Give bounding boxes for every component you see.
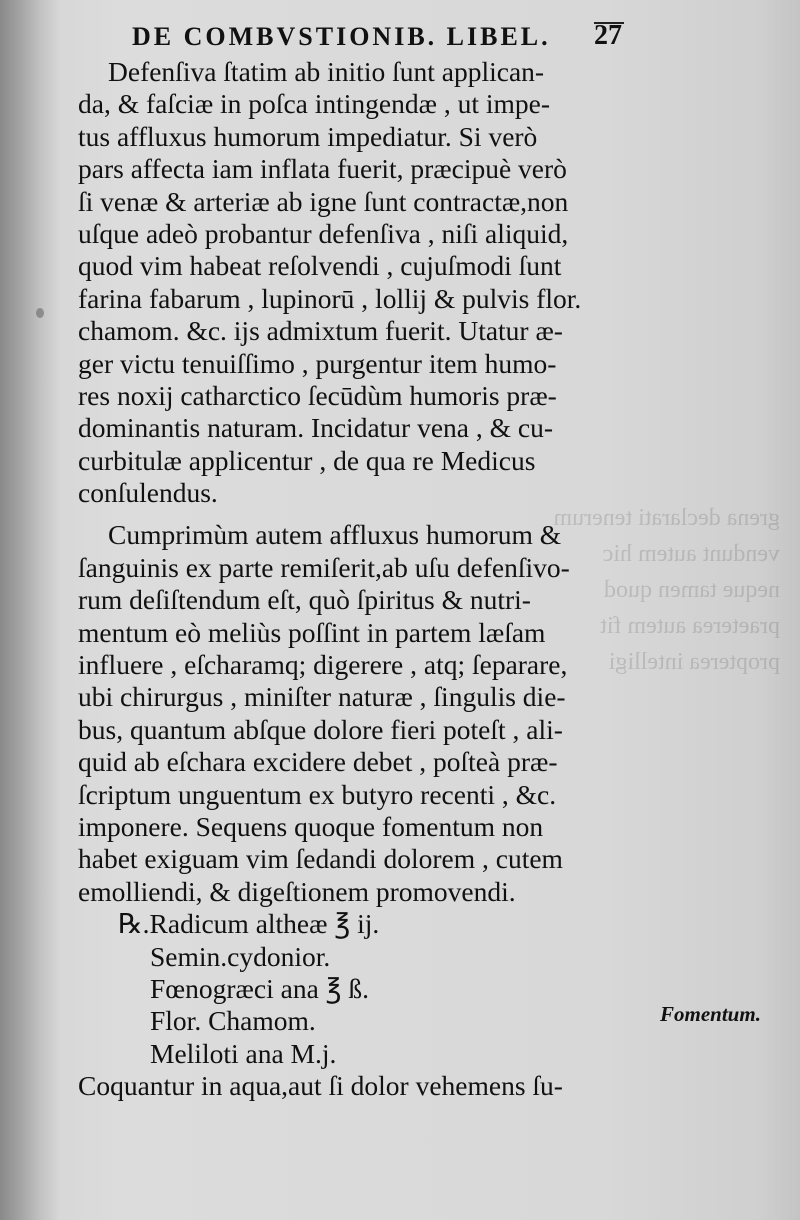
text-line: res noxij catharctico ſecūdùm humoris præ- [78,379,557,411]
text-line: ger victu tenuiſſimo , purgentur item humo- [78,347,557,379]
margin-note: Fomentum. [660,1002,761,1026]
text-line: emolliendi, & digeſtionem promovendi. [78,875,516,907]
recipe-line: Semin.cydonior. [150,940,331,972]
text-line: ſi venæ & arteriæ ab igne ſunt contractæ,non [78,185,569,217]
text-line: farina fabarum , lupinorū , lollij & pulvis flor. [78,282,582,314]
page-number: 27 [594,20,622,51]
text-line: chamom. &c. ijs admixtum fuerit. Utatur æ- [78,315,563,347]
text-line: dominantis naturam. Incidatur vena , & cu- [78,412,553,444]
gutter-shadow [0,0,60,1220]
text-line: imponere. Sequens quoque fomentum non [78,810,544,842]
text-line: conſulendus. [78,477,218,509]
text-line: Cumprimùm autem affluxus humorum & [108,519,562,551]
text-line: da, & faſciæ in poſca intingendæ , ut impe- [78,88,550,120]
text-line: mentum eò meliùs poſſint in partem læſam [78,616,546,648]
recipe-line: Meliloti ana M.j. [150,1037,337,1069]
text-line: curbitulæ applicentur , de qua re Medicus [78,444,536,476]
show-through-text: grena declarati tenerum vendunt autem hic neque tamen quod praeterea autem fit propterea intelligi [553,505,780,675]
recipe-line: ℞.Radicum altheæ ℥ ij. [118,908,380,940]
main-text [78,56,650,1103]
text-line: quod vim habeat reſolvendi , cujuſmodi ſunt [78,250,562,282]
text-line: quid ab eſchara excidere debet , poſteà præ- [78,746,558,778]
text-line: Defenſiva ſtatim ab initio ſunt applican- [108,56,545,87]
recipe-line: Flor. Chamom. [150,1005,316,1037]
text-line: ubi chirurgus , miniſter naturæ , ſingulis die- [78,681,566,713]
text-line: bus, quantum abſque dolore fieri poteſt , ali- [78,713,563,745]
text-line: influere , eſcharamq; digerere , atq; ſeparare, [78,649,568,681]
running-head: DE COMBVSTIONIB. LIBEL. [132,22,551,51]
page-header [132,18,652,58]
recipe-line: Fœnogræci ana ℥ ß. [150,972,370,1004]
text-line: uſque adeò probantur defenſiva , niſi aliquid, [78,217,569,249]
ink-spot [36,308,44,318]
text-line: ſcriptum unguentum ex butyro recenti , &c. [78,778,557,810]
text-line: habet exiguam vim ſedandi dolorem , cutem [78,843,563,875]
text-line: ſanguinis ex parte remiſerit,ab uſu defenſivo- [78,551,570,583]
text-line: rum deſiſtendum eſt, quò ſpiritus & nutri- [78,584,531,616]
text-line: Coquantur in aqua,aut ſi dolor vehemens ſu- [78,1070,563,1102]
text-line: tus affluxus humorum impediatur. Si verò [78,120,538,152]
text-line: pars affecta iam inflata fuerit, præcipuè verò [78,153,567,185]
